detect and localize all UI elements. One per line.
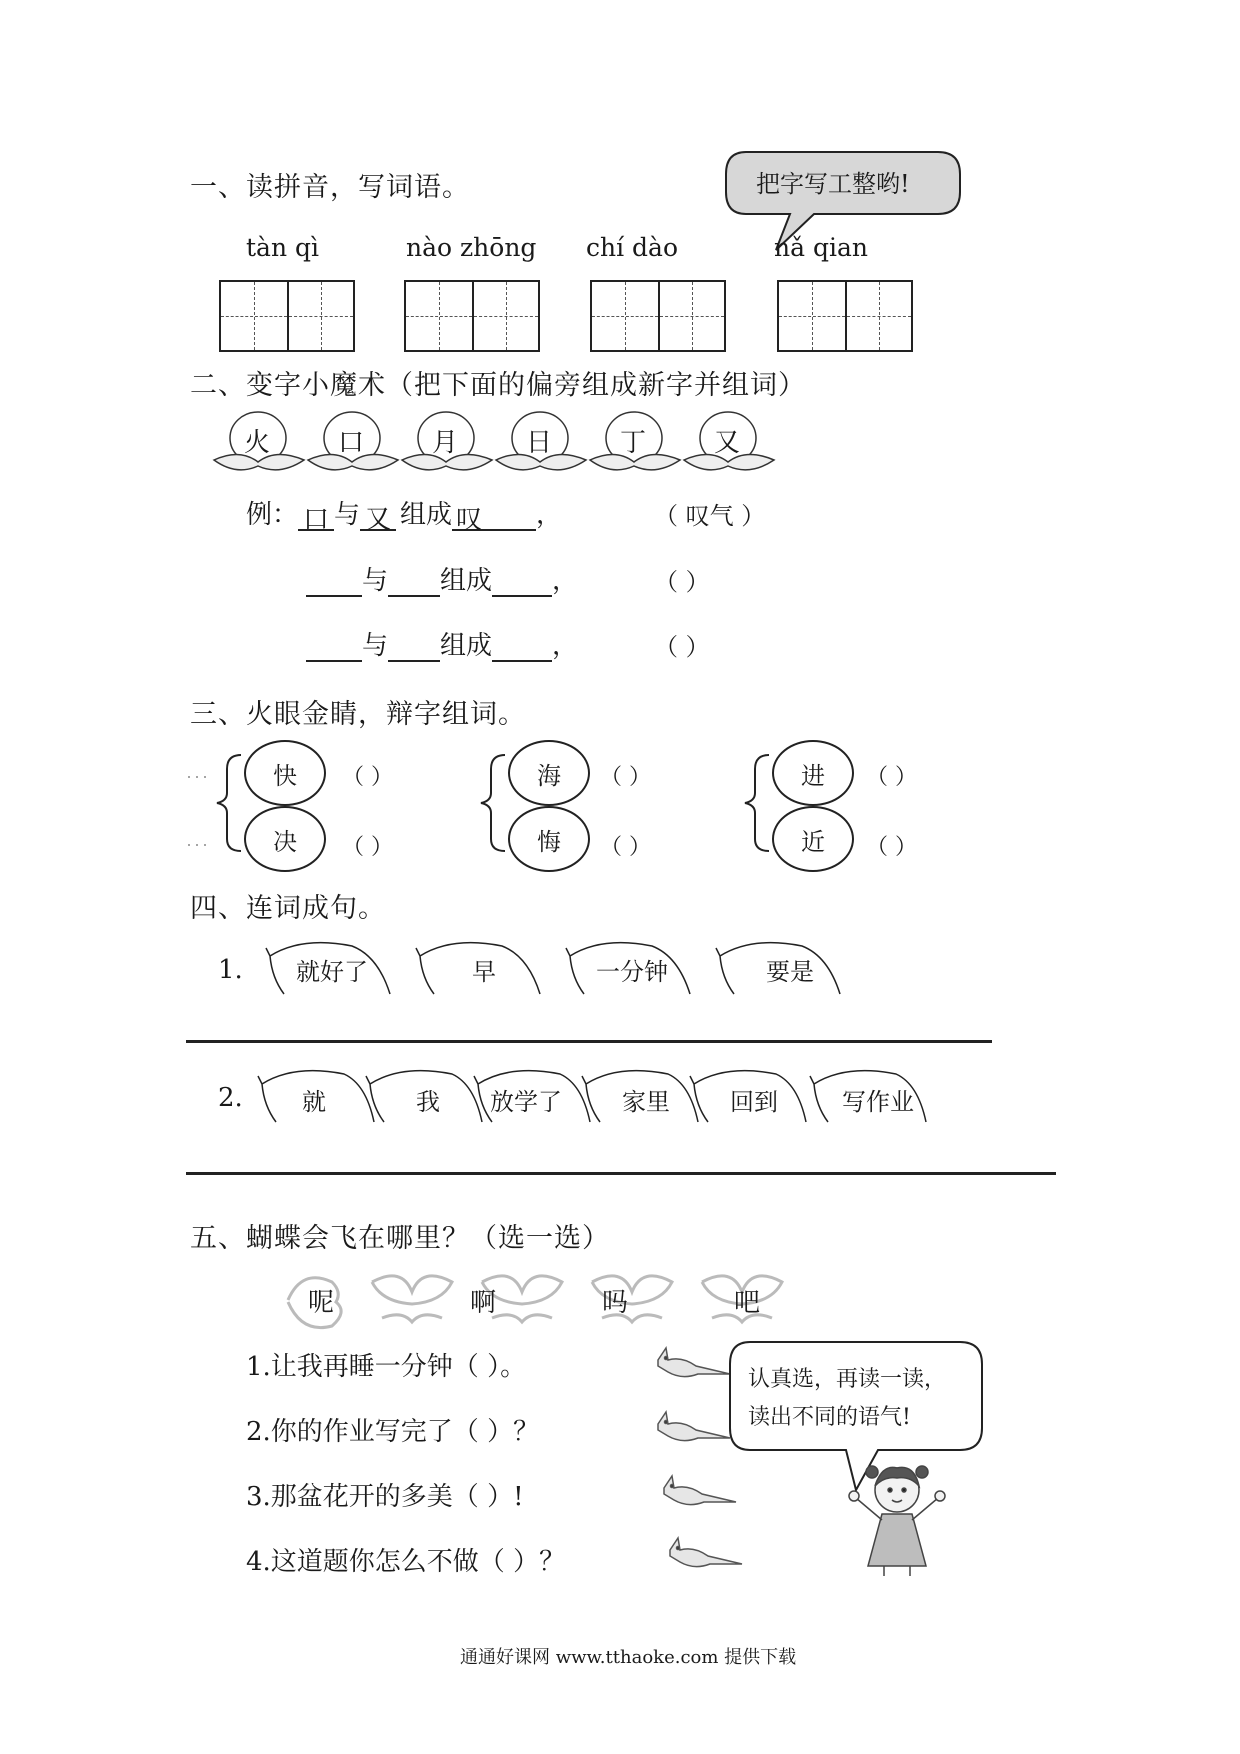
blank-result-2[interactable] [492, 630, 552, 662]
char-circle-2-top: 海 [508, 740, 590, 806]
particle-1[interactable]: 呢 [308, 1288, 335, 1318]
q1-word-2[interactable]: 早 [472, 958, 496, 986]
char-circle-1-top: 快 [244, 740, 326, 806]
footer-text: 通通好课网 www.tthaoke.com 提供下载 [460, 1647, 797, 1668]
example-result: 叹 [452, 499, 536, 531]
q2-word-5[interactable]: 回到 [730, 1088, 778, 1116]
section5-title: 五、蝴蝶会飞在哪里？（选一选） [190, 1223, 610, 1254]
radical-leaves-graphic [210, 410, 790, 490]
girl-illustration [842, 1458, 952, 1578]
bird-icon [664, 1534, 744, 1574]
comma: ， [552, 631, 579, 661]
comma: ， [552, 566, 579, 596]
writing-grid-3[interactable] [590, 280, 726, 352]
answer-line-2[interactable] [186, 1172, 1056, 1175]
radical-row [210, 410, 790, 490]
butterfly-band-graphic [282, 1262, 812, 1338]
section1-title: 一、读拼音，写词语。 [190, 172, 470, 203]
paren-3-bottom[interactable]: （ ） [866, 835, 917, 860]
char-circle-1-bottom: 决 [244, 806, 326, 872]
particle-4[interactable]: 吧 [734, 1288, 761, 1318]
speech-bubble-line-2: 读出不同的语气! [748, 1405, 911, 1430]
q2-word-3[interactable]: 放学了 [490, 1088, 562, 1116]
q2-word-1[interactable]: 就 [302, 1088, 326, 1116]
radical-6: 又 [714, 428, 741, 458]
pinyin-2: nào zhōng [406, 233, 537, 262]
compose-text: 组成 [440, 566, 493, 596]
compose-text: 组成 [440, 631, 493, 661]
question-1: 1.让我再睡一分钟（ ）。 [246, 1352, 527, 1382]
blank-b-2[interactable] [388, 630, 440, 662]
speech-bubble-text: 把字写工整哟! [756, 170, 910, 198]
comma: ， [536, 500, 563, 530]
particle-3[interactable]: 吗 [602, 1288, 629, 1318]
section4-title: 四、连词成句。 [190, 893, 386, 924]
blank-word-2[interactable]: （ ） [654, 633, 710, 661]
q2-number: 2. [218, 1083, 243, 1113]
bird-icon [658, 1472, 738, 1512]
example-b: 又 [360, 499, 396, 531]
q1-word-1[interactable]: 就好了 [296, 958, 368, 986]
particle-2[interactable]: 啊 [470, 1288, 497, 1318]
bird-icon [652, 1344, 732, 1384]
q1-number: 1. [218, 955, 243, 985]
example-a: 口 [298, 499, 334, 531]
q2-word-6[interactable]: 写作业 [842, 1088, 914, 1116]
paren-1-top[interactable]: （ ） [342, 765, 393, 790]
example-prefix: 例： [246, 500, 299, 530]
blank-word-1[interactable]: （ ） [654, 568, 710, 596]
paren-3-top[interactable]: （ ） [866, 765, 917, 790]
bird-icon [652, 1408, 732, 1448]
char-circle-2-bottom: 悔 [508, 806, 590, 872]
radical-4: 日 [526, 428, 553, 458]
with-text: 与 [362, 631, 389, 661]
radical-5: 丁 [620, 428, 647, 458]
section2-title: 二、变字小魔术（把下面的偏旁组成新字并组词） [190, 370, 806, 401]
question-3: 3.那盆花开的多美（ ）! [246, 1482, 524, 1512]
q2-word-2[interactable]: 我 [416, 1088, 440, 1116]
example-line [246, 494, 563, 535]
compose-line-2 [306, 625, 578, 662]
writing-grid-4[interactable] [777, 280, 913, 352]
blank-b-1[interactable] [388, 565, 440, 597]
pinyin-3: chí dào [586, 233, 679, 262]
answer-line-1[interactable] [186, 1040, 992, 1043]
compose-text: 组成 [400, 500, 453, 530]
radical-1: 火 [244, 428, 271, 458]
pinyin-4: nǎ qian [774, 233, 868, 262]
blank-result-1[interactable] [492, 565, 552, 597]
example-word: （ 叹气 ） [654, 502, 766, 530]
compose-line-1 [306, 560, 578, 597]
writing-grid-1[interactable] [219, 280, 355, 352]
paren-1-bottom[interactable]: （ ） [342, 835, 393, 860]
paren-2-top[interactable]: （ ） [600, 765, 651, 790]
section3-title: 三、火眼金睛，辩字组词。 [190, 699, 526, 730]
blank-a-1[interactable] [306, 565, 362, 597]
writing-grid-2[interactable] [404, 280, 540, 352]
radical-2: 口 [338, 428, 365, 458]
question-4: 4.这道题你怎么不做（ ）？ [246, 1547, 566, 1577]
speech-bubble-top [724, 150, 960, 214]
paren-2-bottom[interactable]: （ ） [600, 835, 651, 860]
blank-a-2[interactable] [306, 630, 362, 662]
speech-bubble-line-1: 认真选，再读一读， [748, 1367, 947, 1392]
radical-3: 月 [432, 428, 459, 458]
with-text: 与 [334, 500, 361, 530]
q1-word-3[interactable]: 一分钟 [596, 958, 668, 986]
pinyin-1: tàn qì [246, 233, 319, 262]
question-2: 2.你的作业写完了（ ）？ [246, 1417, 540, 1447]
char-circle-3-bottom: 近 [772, 806, 854, 872]
char-circle-3-top: 进 [772, 740, 854, 806]
q2-leaves-graphic [254, 1066, 944, 1126]
q1-word-4[interactable]: 要是 [766, 958, 814, 986]
q2-word-4[interactable]: 家里 [622, 1088, 670, 1116]
with-text: 与 [362, 566, 389, 596]
